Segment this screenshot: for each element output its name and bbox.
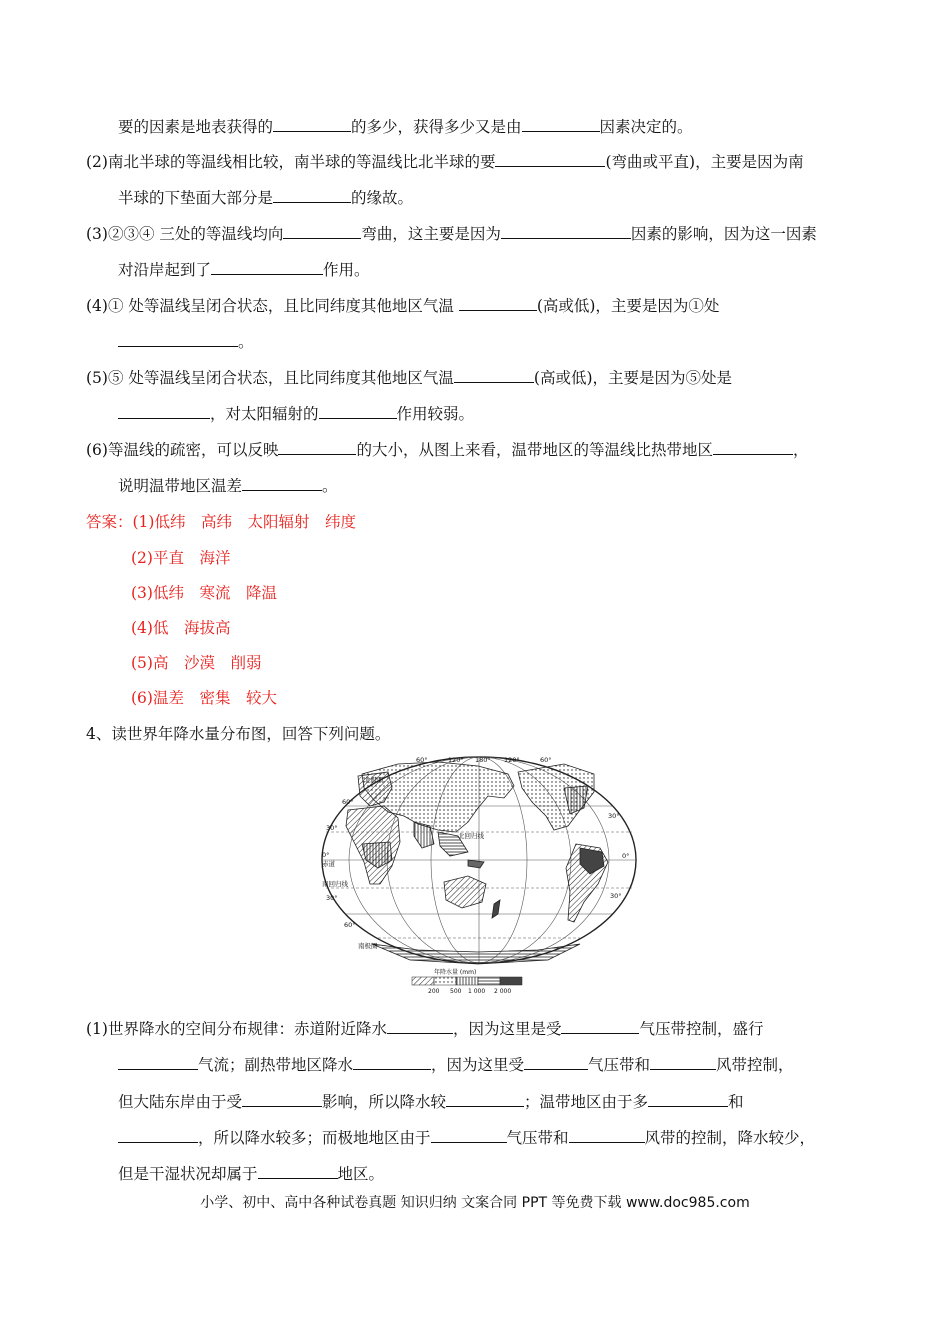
text-run: (5)⑤ 处等温线呈闭合状态，且比同纬度其他地区气温	[86, 369, 454, 387]
text-run: 答案：(1)低纬 高纬 太阳辐射 纬度	[86, 513, 356, 531]
question-line	[118, 476, 338, 496]
question-line	[118, 117, 693, 137]
text-run: 。	[238, 333, 254, 351]
lat-label: 0°	[322, 851, 330, 859]
fill-in-blank[interactable]	[278, 440, 356, 455]
text-run: ，因为这里是受	[452, 1020, 562, 1038]
question-line	[118, 260, 370, 280]
fill-in-blank[interactable]	[118, 404, 210, 419]
lat-label: 30°	[610, 892, 622, 900]
arctic-circle-label: 北极圈	[364, 776, 384, 784]
text-run: 风带控制，	[716, 1056, 794, 1074]
text-run: 的多少，获得多少又是由	[351, 118, 522, 136]
text-run: ，所以降水较多；而极地地区由于	[198, 1129, 431, 1147]
fill-in-blank[interactable]	[283, 224, 361, 239]
question-line	[118, 1128, 815, 1148]
legend-tick: 1 000	[468, 988, 486, 995]
question-line	[86, 724, 390, 744]
lon-label: 60°	[540, 756, 552, 764]
text-run: 弯曲，这主要是因为	[361, 225, 501, 243]
lat-label: 60°	[344, 921, 356, 929]
text-run: 影响，所以降水较	[322, 1093, 447, 1111]
text-run: ，对太阳辐射的	[210, 405, 319, 423]
page-footer: 小学、初中、高中各种试卷真题 知识归纳 文案合同 PPT 等免费下载 www.doc985.com	[200, 1195, 750, 1211]
text-run: (3)低纬 寒流 降温	[131, 584, 277, 602]
antarctic-circle-label: 南极圈	[358, 942, 378, 950]
fill-in-blank[interactable]	[273, 188, 351, 203]
text-run: 地区。	[337, 1165, 385, 1183]
text-run: (2)南北半球的等温线相比较，南半球的等温线比北半球的要	[86, 153, 496, 171]
text-run: 风带的控制，降水较少，	[644, 1129, 816, 1147]
legend-tick: 2 000	[494, 988, 512, 995]
fill-in-blank[interactable]	[118, 332, 238, 347]
text-run: 的大小，从图上来看，温带地区的等温线比热带地区	[356, 441, 713, 459]
text-run: (6)温差 密集 较大	[131, 689, 277, 707]
text-run: ；温带地区由于多	[524, 1093, 649, 1111]
answer-line	[131, 653, 261, 673]
fill-in-blank[interactable]	[561, 1019, 639, 1034]
text-run: 气压带和	[588, 1056, 651, 1074]
text-run: (5)高 沙漠 削弱	[131, 654, 262, 672]
text-run: 但大陆东岸由于受	[118, 1093, 243, 1111]
fill-in-blank[interactable]	[118, 1128, 198, 1143]
fill-in-blank[interactable]	[211, 260, 323, 275]
tropic-cancer-label: 北回归线	[458, 832, 484, 840]
text-run: 气压带和	[506, 1129, 569, 1147]
text-run: 作用。	[323, 261, 370, 279]
legend-title: 年降水量 (mm)	[434, 969, 477, 976]
question-line	[118, 404, 474, 424]
question-line	[118, 1164, 384, 1184]
lat-label: 30°	[608, 812, 620, 820]
text-run: 的缘故。	[351, 189, 414, 207]
fill-in-blank[interactable]	[242, 1092, 322, 1107]
lat-label: 60°	[342, 798, 354, 806]
text-run: (3)②③④ 三处的等温线均向	[86, 225, 284, 243]
fill-in-blank[interactable]	[242, 476, 322, 491]
question-line	[86, 224, 817, 244]
fill-in-blank[interactable]	[319, 404, 397, 419]
fill-in-blank[interactable]	[446, 1092, 524, 1107]
fill-in-blank[interactable]	[273, 117, 351, 132]
question-line	[86, 440, 809, 460]
text-run: ，因为这里受	[431, 1056, 525, 1074]
text-run: 。	[322, 477, 338, 495]
question-line	[118, 188, 413, 208]
legend-tick: 200	[428, 988, 440, 995]
text-run: (2)平直 海洋	[131, 549, 231, 567]
fill-in-blank[interactable]	[459, 296, 537, 311]
text-run: (6)等温线的疏密，可以反映	[86, 441, 279, 459]
answer-line	[86, 512, 356, 532]
question-line	[118, 332, 254, 352]
text-run: 但是干湿状况却属于	[118, 1165, 258, 1183]
fill-in-blank[interactable]	[713, 440, 793, 455]
map-legend	[412, 968, 522, 995]
question-line	[86, 368, 732, 388]
fill-in-blank[interactable]	[454, 368, 534, 383]
answer-line	[131, 688, 277, 708]
answer-line	[131, 618, 230, 638]
fill-in-blank[interactable]	[569, 1128, 645, 1143]
lon-label: 180°	[475, 756, 491, 764]
text-run: 气压带控制，盛行	[639, 1020, 764, 1038]
question-line	[86, 152, 804, 172]
world-precipitation-map	[318, 752, 640, 998]
fill-in-blank[interactable]	[118, 1055, 198, 1070]
fill-in-blank[interactable]	[387, 1019, 453, 1034]
answer-line	[131, 548, 230, 568]
question-line	[86, 296, 719, 316]
text-run: (1)世界降水的空间分布规律：赤道附近降水	[86, 1020, 387, 1038]
lon-label: 60°	[416, 756, 428, 764]
text-run: 对沿岸起到了	[118, 261, 212, 279]
text-run: 4、读世界年降水量分布图，回答下列问题。	[86, 725, 391, 743]
lat-label: 30°	[326, 894, 338, 902]
lon-label: 120°	[504, 756, 520, 764]
lat-label: 0°	[622, 852, 630, 860]
lat-label: 30°	[326, 824, 338, 832]
fill-in-blank[interactable]	[650, 1055, 716, 1070]
text-run: ，	[792, 441, 809, 459]
text-run: 说明温带地区温差	[118, 477, 243, 495]
text-run: 和	[728, 1093, 744, 1111]
equator-label: 赤道	[322, 860, 335, 868]
answer-line	[131, 583, 277, 603]
text-run: 因素决定的。	[599, 118, 693, 136]
fill-in-blank[interactable]	[501, 224, 631, 239]
fill-in-blank[interactable]	[648, 1092, 728, 1107]
fill-in-blank[interactable]	[353, 1055, 431, 1070]
text-run: 要的因素是地表获得的	[118, 118, 274, 136]
question-line	[86, 1019, 764, 1039]
text-run: (弯曲或平直)，主要是因为南	[605, 153, 804, 171]
fill-in-blank[interactable]	[431, 1128, 507, 1143]
tropic-capricorn-label: 南回归线	[322, 880, 348, 888]
fill-in-blank[interactable]	[524, 1055, 588, 1070]
text-run: (高或低)，主要是因为⑤处是	[533, 369, 732, 387]
text-run: 因素的影响，因为这一因素	[630, 225, 817, 243]
text-run: 气流；副热带地区降水	[198, 1056, 354, 1074]
text-run: (4)① 处等温线呈闭合状态，且比同纬度其他地区气温	[86, 297, 459, 315]
fill-in-blank[interactable]	[258, 1164, 338, 1179]
question-line	[118, 1092, 744, 1112]
text-run: (4)低 海拔高	[131, 619, 231, 637]
fill-in-blank[interactable]	[495, 152, 605, 167]
fill-in-blank[interactable]	[522, 117, 600, 132]
text-run: 半球的下垫面大部分是	[118, 189, 274, 207]
lon-label: 120°	[448, 756, 464, 764]
legend-tick: 500	[450, 988, 462, 995]
text-run: 作用较弱。	[396, 405, 475, 423]
text-run: (高或低)，主要是因为①处	[536, 297, 720, 315]
question-line	[118, 1055, 794, 1075]
